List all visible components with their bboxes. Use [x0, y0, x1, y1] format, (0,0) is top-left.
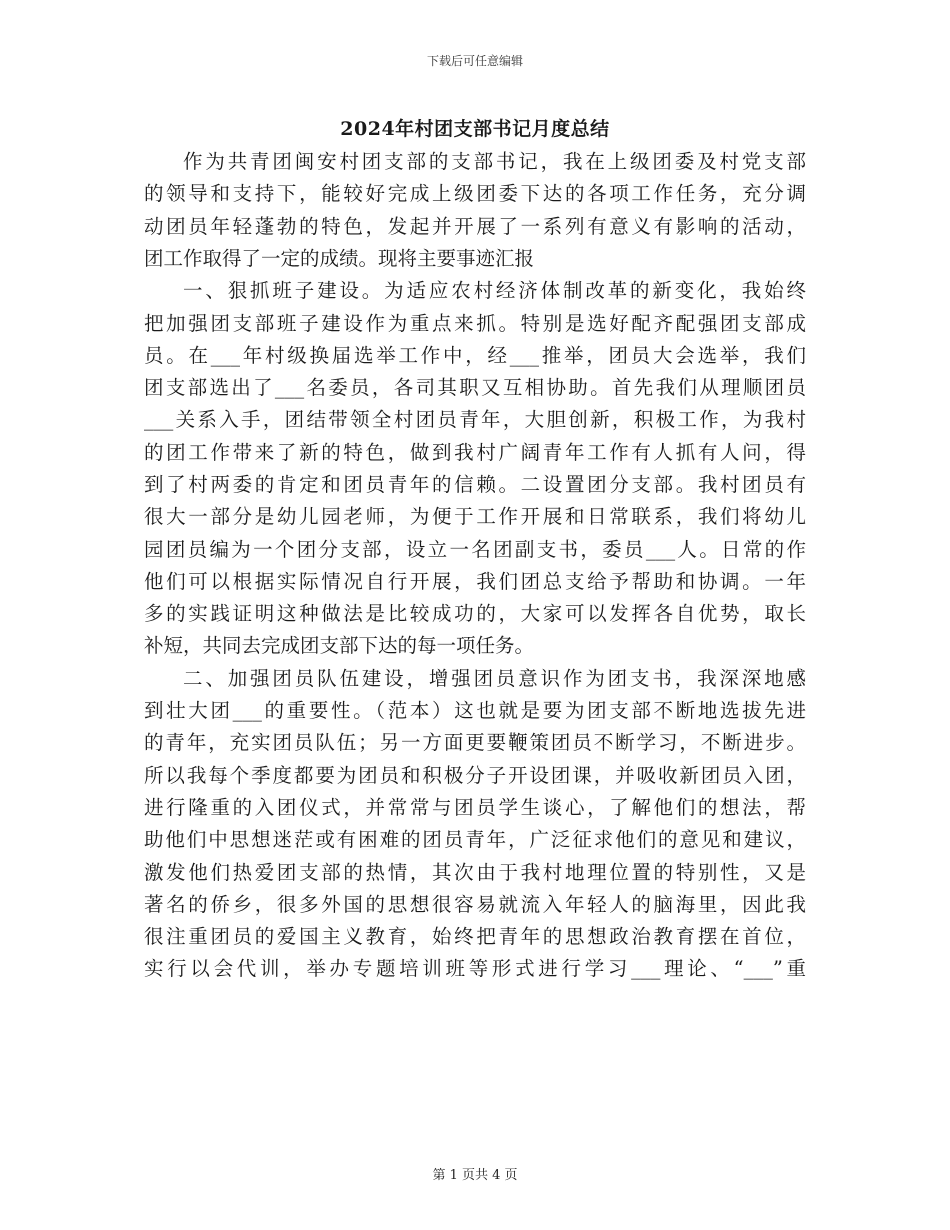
body-line: 动团员年轻蓬勃的特色，发起并开展了一系列有意义有影响的活动， [144, 215, 806, 238]
page-header-note: 下载后可任意编辑 [426, 54, 523, 68]
page-footer-number: 第 1 页共 4 页 [432, 1168, 518, 1183]
body-line: 团支部选出了___名委员，各司其职又互相协助。首先我们从理顺团员 [144, 376, 806, 399]
body-line: 的青年，充实团员队伍；另一方面更要鞭策团员不断学习，不断进步。 [144, 731, 806, 754]
body-line: 助他们中思想迷茫或有困难的团员青年，广泛征求他们的意见和建议， [144, 828, 806, 851]
document-title: 2024年村团支部书记月度总结 [340, 118, 610, 140]
body-line: 很大一部分是幼儿园老师，为便于工作开展和日常联系，我们将幼儿 [144, 505, 806, 528]
body-line: 的团工作带来了新的特色，做到我村广阔青年工作有人抓有人问，得 [144, 441, 806, 464]
body-line: 园团员编为一个团分支部，设立一名团副支书，委员___人。日常的作 [144, 538, 806, 561]
body-line: 把加强团支部班子建设作为重点来抓。特别是选好配齐配强团支部成 [144, 312, 806, 335]
body-line: 进行隆重的入团仪式，并常常与团员学生谈心，了解他们的想法，帮 [144, 796, 806, 819]
body-line: 团工作取得了一定的成绩。现将主要事迹汇报 [144, 247, 535, 270]
body-line: 一、狠抓班子建设。为适应农村经济体制改革的新变化，我始终 [183, 279, 806, 302]
body-line: 补短，共同去完成团支部下达的每一项任务。 [144, 634, 535, 657]
body-line: 的领导和支持下，能较好完成上级团委下达的各项工作任务，充分调 [144, 182, 806, 205]
body-line: 作为共青团闽安村团支部的支部书记，我在上级团委及村党支部 [183, 150, 806, 173]
body-line: 到了村两委的肯定和团员青年的信赖。二设置团分支部。我村团员有 [144, 473, 806, 496]
body-line: 他们可以根据实际情况自行开展，我们团总支给予帮助和协调。一年 [144, 570, 806, 593]
body-line: 员。在___年村级换届选举工作中，经___推举，团员大会选举，我们 [144, 344, 806, 367]
body-line: 所以我每个季度都要为团员和积极分子开设团课，并吸收新团员入团， [144, 764, 806, 787]
body-line: 很注重团员的爱国主义教育，始终把青年的思想政治教育摆在首位， [144, 925, 806, 948]
body-line: ___关系入手，团结带领全村团员青年，大胆创新，积极工作，为我村 [144, 408, 806, 431]
body-line: 到壮大团___的重要性。（范本）这也就是要为团支部不断地选拔先进 [144, 699, 806, 722]
body-line: 实行以会代训，举办专题培训班等形式进行学习___理论、“___”重 [144, 957, 806, 980]
body-line: 多的实践证明这种做法是比较成功的，大家可以发挥各自优势，取长 [144, 602, 806, 625]
body-line: 著名的侨乡，很多外国的思想很容易就流入年轻人的脑海里，因此我 [144, 893, 806, 916]
body-line: 二、加强团员队伍建设，增强团员意识作为团支书，我深深地感 [183, 667, 806, 690]
body-line: 激发他们热爱团支部的热情，其次由于我村地理位置的特别性，又是 [144, 861, 806, 884]
